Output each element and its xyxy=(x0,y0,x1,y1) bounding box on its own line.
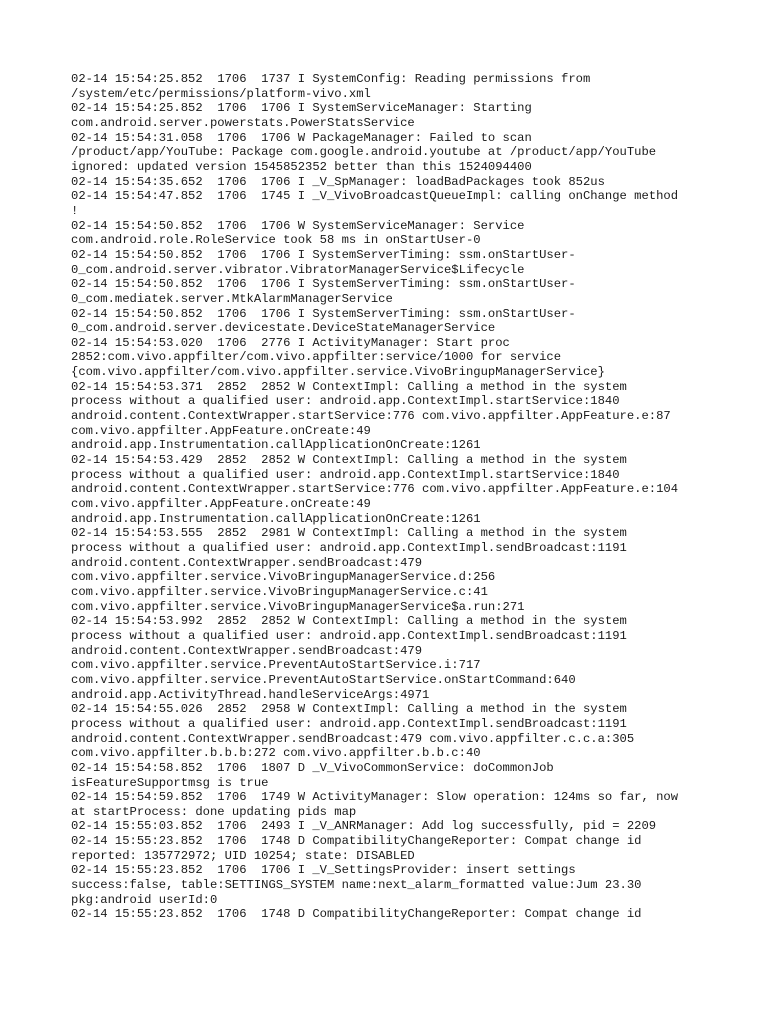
log-line: process without a qualified user: android.app.ContextImpl.sendBroadcast:1191 xyxy=(71,628,627,643)
log-line: process without a qualified user: android.app.ContextImpl.sendBroadcast:1191 xyxy=(71,541,627,555)
log-line: {com.vivo.appfilter/com.vivo.appfilter.service.VivoBringupManagerService} xyxy=(71,365,605,380)
log-line: 02-14 15:54:47.852 1706 1745 I _V_VivoBroadcastQueueImpl: calling onChange method xyxy=(71,189,679,204)
log-line: android.content.ContextWrapper.sendBroadcast:479 com.vivo.appfilter.c.c.a:305 xyxy=(71,731,635,746)
log-line: ! xyxy=(71,203,79,218)
log-line: com.vivo.appfilter.AppFeature.onCreate:49 xyxy=(71,497,371,512)
log-line: com.vivo.appfilter.service.VivoBringupManagerService.d:256 xyxy=(71,570,496,585)
log-line: 02-14 15:55:03.852 1706 2493 I _V_ANRManager: Add log successfully, pid = 2209 xyxy=(71,819,657,834)
log-line: android.content.ContextWrapper.startService:776 com.vivo.appfilter.AppFeature.e:87 xyxy=(71,409,671,424)
log-line: 02-14 15:54:53.371 2852 2852 W ContextImpl: Calling a method in the system xyxy=(71,379,627,394)
log-line: ignored: updated version 1545852352 better than this 1524094400 xyxy=(71,159,532,174)
log-line: 02-14 15:54:55.026 2852 2958 W ContextImpl: Calling a method in the system xyxy=(71,702,627,717)
log-line: /product/app/YouTube: Package com.google.android.youtube at /product/app/YouTube xyxy=(71,145,657,160)
log-line: android.app.ActivityThread.handleServiceArgs:4971 xyxy=(71,687,430,702)
log-line: at startProcess: done updating pids map xyxy=(71,804,357,819)
log-line: 02-14 15:54:35.652 1706 1706 I _V_SpManager: loadBadPackages took 852us xyxy=(71,174,605,189)
log-line: 02-14 15:54:53.992 2852 2852 W ContextImpl: Calling a method in the system xyxy=(71,614,627,629)
log-line: 02-14 15:54:50.852 1706 1706 W SystemServiceManager: Service xyxy=(71,218,525,233)
log-line: 02-14 15:54:25.852 1706 1706 I SystemServiceManager: Starting xyxy=(71,101,532,116)
log-line: isFeatureSupportmsg is true xyxy=(71,775,269,790)
log-line: 02-14 15:55:23.852 1706 1748 D CompatibilityChangeReporter: Compat change id xyxy=(71,834,642,849)
log-line: com.android.server.powerstats.PowerStatsService xyxy=(71,115,415,130)
log-line: 02-14 15:54:53.020 1706 2776 I ActivityManager: Start proc xyxy=(71,335,510,350)
log-line: process without a qualified user: android.app.ContextImpl.startService:1840 xyxy=(71,467,620,482)
log-line: 2852:com.vivo.appfilter/com.vivo.appfilter:service/1000 for service xyxy=(71,350,562,365)
log-line: success:false, table:SETTINGS_SYSTEM name:next_alarm_formatted value:Jum 23.30 xyxy=(71,878,642,893)
log-line: android.app.Instrumentation.callApplicationOnCreate:1261 xyxy=(71,511,481,526)
log-line: 02-14 15:54:31.058 1706 1706 W PackageManager: Failed to scan xyxy=(71,130,532,145)
log-text-block xyxy=(71,72,711,922)
log-line: 02-14 15:54:50.852 1706 1706 I SystemServerTiming: ssm.onStartUser- xyxy=(71,277,576,292)
log-line: process without a qualified user: android.app.ContextImpl.sendBroadcast:1191 xyxy=(71,716,627,731)
log-line: process without a qualified user: android.app.ContextImpl.startService:1840 xyxy=(71,394,620,409)
log-line: com.android.role.RoleService took 58 ms in onStartUser-0 xyxy=(71,233,481,248)
log-line: com.vivo.appfilter.AppFeature.onCreate:49 xyxy=(71,423,371,438)
log-line: 02-14 15:54:59.852 1706 1749 W ActivityManager: Slow operation: 124ms so far, now xyxy=(71,790,679,805)
log-line: 02-14 15:55:23.852 1706 1706 I _V_SettingsProvider: insert settings xyxy=(71,863,576,878)
log-line: android.app.Instrumentation.callApplicationOnCreate:1261 xyxy=(71,438,481,453)
log-line: /system/etc/permissions/platform-vivo.xml xyxy=(71,86,371,101)
log-line: com.vivo.appfilter.service.VivoBringupManagerService.c:41 xyxy=(71,584,488,599)
log-line: com.vivo.appfilter.service.VivoBringupManagerService$a.run:271 xyxy=(71,599,525,614)
log-line: android.content.ContextWrapper.sendBroadcast:479 xyxy=(71,555,423,570)
log-line: 02-14 15:54:50.852 1706 1706 I SystemServerTiming: ssm.onStartUser- xyxy=(71,306,576,321)
log-line: android.content.ContextWrapper.startService:776 com.vivo.appfilter.AppFeature.e:104 xyxy=(71,482,679,497)
log-line: 0_com.android.server.vibrator.VibratorManagerService$Lifecycle xyxy=(71,262,525,277)
log-line: com.vivo.appfilter.b.b.b:272 com.vivo.appfilter.b.b.c:40 xyxy=(71,746,481,761)
log-line: reported: 135772972; UID 10254; state: DISABLED xyxy=(71,848,415,863)
log-line: com.vivo.appfilter.service.PreventAutoStartService.i:717 xyxy=(71,658,481,673)
log-line: android.content.ContextWrapper.sendBroadcast:479 xyxy=(71,643,423,658)
log-line: pkg:android userId:0 xyxy=(71,892,218,907)
log-line: 02-14 15:55:23.852 1706 1748 D CompatibilityChangeReporter: Compat change id xyxy=(71,907,642,922)
log-line: 0_com.mediatek.server.MtkAlarmManagerService xyxy=(71,291,393,306)
log-line: 02-14 15:54:53.555 2852 2981 W ContextImpl: Calling a method in the system xyxy=(71,526,627,541)
log-line: 02-14 15:54:50.852 1706 1706 I SystemServerTiming: ssm.onStartUser- xyxy=(71,247,576,262)
log-line: com.vivo.appfilter.service.PreventAutoStartService.onStartCommand:640 xyxy=(71,672,576,687)
log-line: 0_com.android.server.devicestate.DeviceStateManagerService xyxy=(71,321,496,336)
log-line: 02-14 15:54:25.852 1706 1737 I SystemConfig: Reading permissions from xyxy=(71,72,591,86)
log-line: 02-14 15:54:53.429 2852 2852 W ContextImpl: Calling a method in the system xyxy=(71,453,627,468)
log-line: 02-14 15:54:58.852 1706 1807 D _V_VivoCommonService: doCommonJob xyxy=(71,760,554,775)
